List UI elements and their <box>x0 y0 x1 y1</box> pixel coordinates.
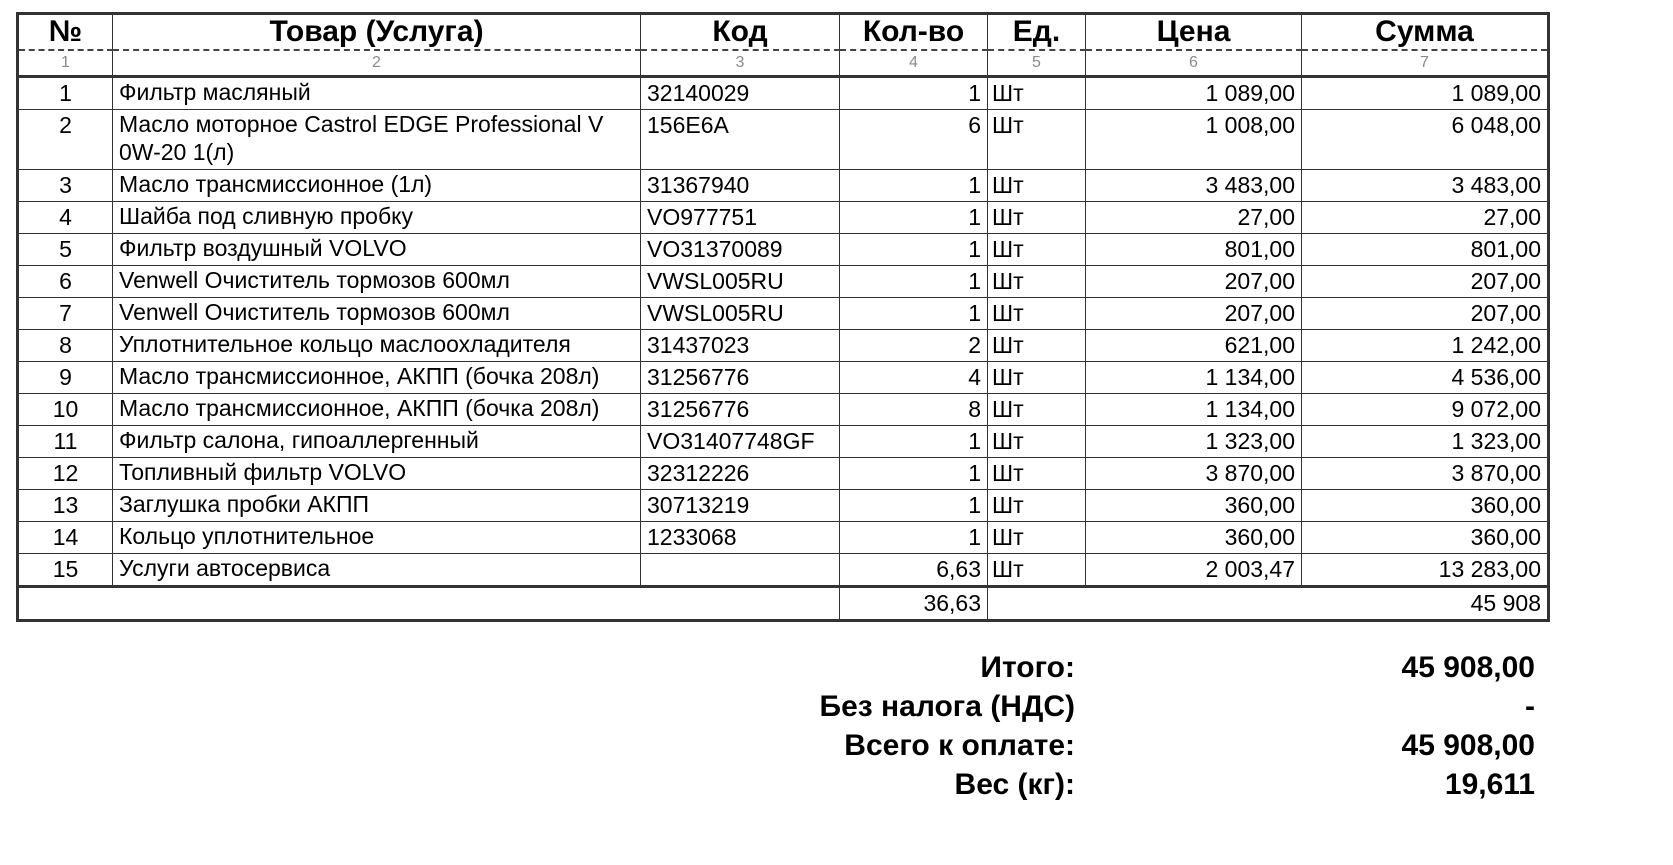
row-code: 32312226 <box>641 458 840 490</box>
row-code: VWSL005RU <box>641 266 840 298</box>
row-price: 3 870,00 <box>1086 458 1302 490</box>
row-number: 12 <box>18 458 113 490</box>
row-unit: Шт <box>988 77 1086 110</box>
row-product-name: Шайба под сливную пробку <box>113 202 641 234</box>
header-sum: Сумма <box>1302 14 1549 51</box>
row-unit: Шт <box>988 362 1086 394</box>
summary-weight-label: Вес (кг): <box>954 768 1075 801</box>
row-unit: Шт <box>988 394 1086 426</box>
row-product-name: Кольцо уплотнительное <box>113 522 641 554</box>
table-row <box>18 362 1549 394</box>
row-quantity: 1 <box>840 170 988 202</box>
column-number: 4 <box>840 50 988 77</box>
row-code <box>641 554 840 587</box>
row-code: 1233068 <box>641 522 840 554</box>
row-quantity: 1 <box>840 522 988 554</box>
row-quantity: 2 <box>840 330 988 362</box>
table-row <box>18 234 1549 266</box>
row-product-name: Масло моторное Castrol EDGE Professional V 0W-20 1(л) <box>113 110 641 170</box>
row-sum: 1 089,00 <box>1302 77 1549 110</box>
row-product-name: Фильтр салона, гипоаллергенный <box>113 426 641 458</box>
row-unit: Шт <box>988 298 1086 330</box>
row-code: 31437023 <box>641 330 840 362</box>
row-product-name: Услуги автосервиса <box>113 554 641 587</box>
row-sum: 27,00 <box>1302 202 1549 234</box>
row-unit: Шт <box>988 426 1086 458</box>
table-row <box>18 394 1549 426</box>
row-number: 7 <box>18 298 113 330</box>
row-number: 14 <box>18 522 113 554</box>
row-number: 9 <box>18 362 113 394</box>
row-product-name: Масло трансмиссионное, АКПП (бочка 208л) <box>113 362 641 394</box>
row-code: VO31407748GF <box>641 426 840 458</box>
total-sum: 45 908 <box>988 587 1549 621</box>
row-product-name: Фильтр масляный <box>113 77 641 110</box>
row-number: 11 <box>18 426 113 458</box>
row-code: 31256776 <box>641 394 840 426</box>
column-number: 5 <box>988 50 1086 77</box>
row-number: 3 <box>18 170 113 202</box>
row-code: 32140029 <box>641 77 840 110</box>
row-code: 30713219 <box>641 490 840 522</box>
row-number: 15 <box>18 554 113 587</box>
header-quantity: Кол-во <box>840 14 988 51</box>
summary-vat-row <box>0 690 1673 726</box>
totals-spacer <box>18 587 840 621</box>
summary-total-row <box>0 651 1673 687</box>
row-unit: Шт <box>988 170 1086 202</box>
row-price: 27,00 <box>1086 202 1302 234</box>
row-sum: 360,00 <box>1302 490 1549 522</box>
row-sum: 801,00 <box>1302 234 1549 266</box>
row-product-name: Фильтр воздушный VOLVO <box>113 234 641 266</box>
summary-weight-row <box>0 768 1673 804</box>
header-product: Товар (Услуга) <box>113 14 641 51</box>
table-row <box>18 490 1549 522</box>
table-row <box>18 554 1549 587</box>
row-price: 801,00 <box>1086 234 1302 266</box>
table-row <box>18 458 1549 490</box>
row-product-name: Venwell Очиститель тормозов 600мл <box>113 298 641 330</box>
row-price: 207,00 <box>1086 298 1302 330</box>
header-unit: Ед. <box>988 14 1086 51</box>
row-product-name: Масло трансмиссионное (1л) <box>113 170 641 202</box>
row-price: 207,00 <box>1086 266 1302 298</box>
total-quantity: 36,63 <box>840 587 988 621</box>
row-unit: Шт <box>988 110 1086 170</box>
row-quantity: 1 <box>840 298 988 330</box>
row-sum: 3 483,00 <box>1302 170 1549 202</box>
table-row <box>18 266 1549 298</box>
row-quantity: 6,63 <box>840 554 988 587</box>
row-number: 8 <box>18 330 113 362</box>
header-number: № <box>18 14 113 51</box>
row-sum: 1 323,00 <box>1302 426 1549 458</box>
header-price: Цена <box>1086 14 1302 51</box>
row-sum: 3 870,00 <box>1302 458 1549 490</box>
row-code: VO31370089 <box>641 234 840 266</box>
row-unit: Шт <box>988 266 1086 298</box>
summary-total-value: 45 908,00 <box>1401 651 1535 684</box>
row-price: 360,00 <box>1086 522 1302 554</box>
row-code: VWSL005RU <box>641 298 840 330</box>
table-header-row <box>18 14 1549 51</box>
row-number: 5 <box>18 234 113 266</box>
summary-vat-value: - <box>1525 690 1535 723</box>
table-body <box>18 77 1549 587</box>
row-number: 13 <box>18 490 113 522</box>
summary-payable-row <box>0 729 1673 765</box>
row-unit: Шт <box>988 490 1086 522</box>
table-row <box>18 426 1549 458</box>
row-quantity: 6 <box>840 110 988 170</box>
row-code: 31256776 <box>641 362 840 394</box>
row-unit: Шт <box>988 522 1086 554</box>
row-quantity: 1 <box>840 266 988 298</box>
row-sum: 9 072,00 <box>1302 394 1549 426</box>
row-sum: 6 048,00 <box>1302 110 1549 170</box>
row-code: 31367940 <box>641 170 840 202</box>
row-sum: 1 242,00 <box>1302 330 1549 362</box>
column-number-row <box>18 50 1549 77</box>
row-quantity: 1 <box>840 234 988 266</box>
row-code: 156E6A <box>641 110 840 170</box>
row-quantity: 1 <box>840 426 988 458</box>
row-number: 10 <box>18 394 113 426</box>
row-quantity: 1 <box>840 490 988 522</box>
row-quantity: 1 <box>840 458 988 490</box>
row-unit: Шт <box>988 202 1086 234</box>
row-code: VO977751 <box>641 202 840 234</box>
summary-weight-value: 19,611 <box>1444 768 1535 801</box>
table-row <box>18 522 1549 554</box>
row-sum: 207,00 <box>1302 266 1549 298</box>
row-sum: 4 536,00 <box>1302 362 1549 394</box>
row-unit: Шт <box>988 330 1086 362</box>
header-code: Код <box>641 14 840 51</box>
summary-payable-label: Всего к оплате: <box>844 729 1075 762</box>
row-unit: Шт <box>988 554 1086 587</box>
row-unit: Шт <box>988 234 1086 266</box>
row-quantity: 1 <box>840 77 988 110</box>
row-quantity: 1 <box>840 202 988 234</box>
row-product-name: Уплотнительное кольцо маслоохладителя <box>113 330 641 362</box>
row-number: 2 <box>18 110 113 170</box>
row-sum: 13 283,00 <box>1302 554 1549 587</box>
row-price: 1 134,00 <box>1086 394 1302 426</box>
row-price: 1 323,00 <box>1086 426 1302 458</box>
row-product-name: Venwell Очиститель тормозов 600мл <box>113 266 641 298</box>
column-number: 1 <box>18 50 113 77</box>
row-price: 2 003,47 <box>1086 554 1302 587</box>
row-price: 1 134,00 <box>1086 362 1302 394</box>
row-quantity: 8 <box>840 394 988 426</box>
row-sum: 207,00 <box>1302 298 1549 330</box>
table-row <box>18 77 1549 110</box>
invoice-items-table <box>16 12 1550 622</box>
row-price: 3 483,00 <box>1086 170 1302 202</box>
table-totals-row <box>18 587 1549 621</box>
row-price: 1 008,00 <box>1086 110 1302 170</box>
row-unit: Шт <box>988 458 1086 490</box>
table-row <box>18 330 1549 362</box>
row-number: 6 <box>18 266 113 298</box>
column-number: 7 <box>1302 50 1549 77</box>
summary-payable-value: 45 908,00 <box>1401 729 1535 762</box>
row-price: 360,00 <box>1086 490 1302 522</box>
row-product-name: Масло трансмиссионное, АКПП (бочка 208л) <box>113 394 641 426</box>
row-number: 1 <box>18 77 113 110</box>
row-quantity: 4 <box>840 362 988 394</box>
table-row <box>18 110 1549 170</box>
table-row <box>18 170 1549 202</box>
table-row <box>18 202 1549 234</box>
row-price: 1 089,00 <box>1086 77 1302 110</box>
column-number: 3 <box>641 50 840 77</box>
row-product-name: Топливный фильтр VOLVO <box>113 458 641 490</box>
summary-vat-label: Без налога (НДС) <box>819 690 1075 723</box>
column-number: 6 <box>1086 50 1302 77</box>
column-number: 2 <box>113 50 641 77</box>
summary-total-label: Итого: <box>980 651 1075 684</box>
row-sum: 360,00 <box>1302 522 1549 554</box>
table-row <box>18 298 1549 330</box>
row-number: 4 <box>18 202 113 234</box>
row-product-name: Заглушка пробки АКПП <box>113 490 641 522</box>
row-price: 621,00 <box>1086 330 1302 362</box>
